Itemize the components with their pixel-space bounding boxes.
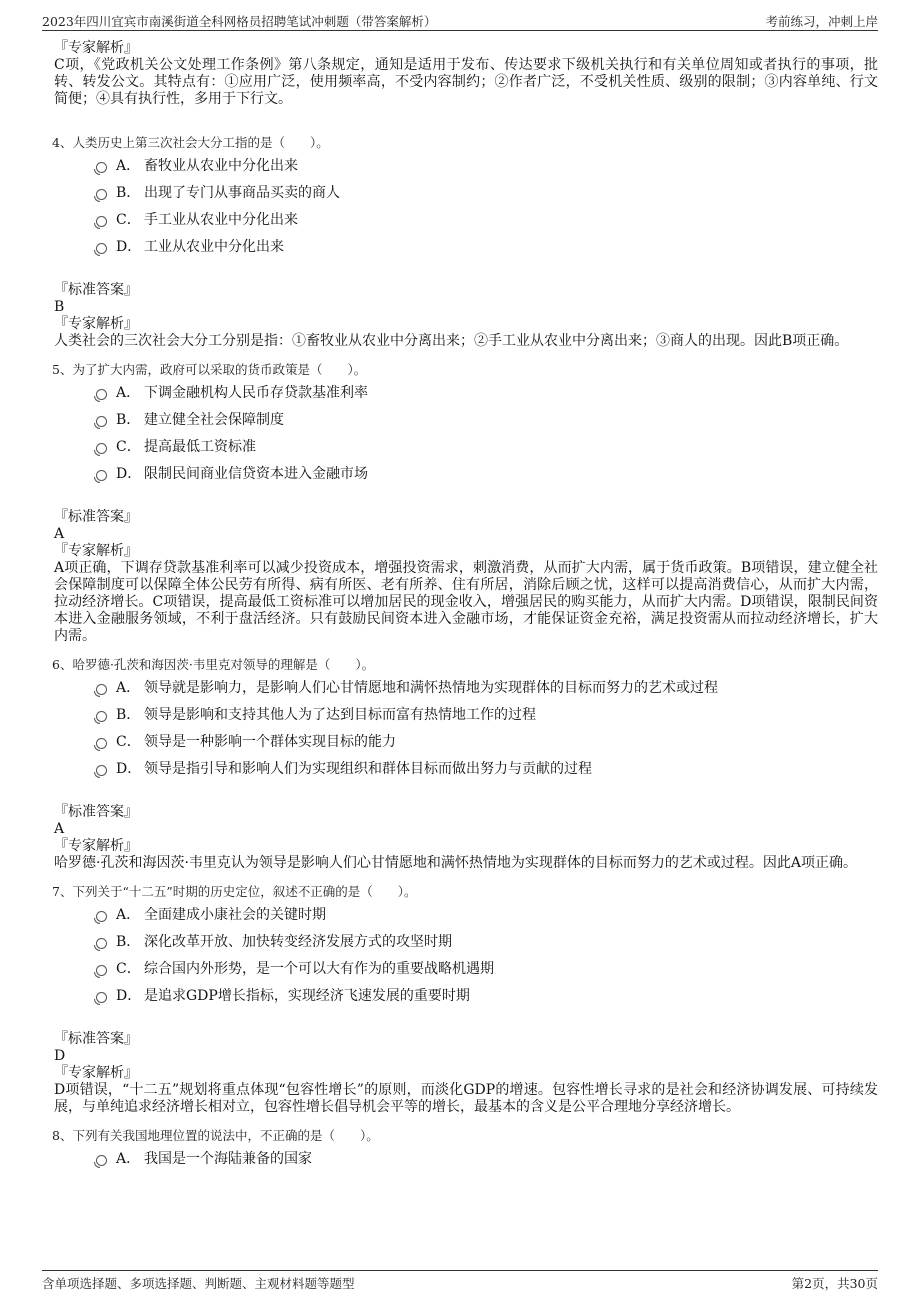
- radio-icon[interactable]: [96, 711, 107, 722]
- option-a[interactable]: A． 我国是一个海陆兼备的国家: [96, 1148, 878, 1175]
- expert-analysis-text: A项正确，下调存贷款基准利率可以减少投资成本，增强投资需求，刺激消费，从而扩大内需，属于货币政策。B项错误，建立健全社会保障制度可以保障全体公民劳有所得、病有所医、老有所养、住有所居，消除后顾之忧，这样可以提高消费信心，从而扩大内需，拉动经济增长。C项错误，提高最低工资标准可以增加居民的现金收入，增强居民的购买能力，从而扩大内需。D项错误，限制民间资本进入金融服务领域，不利于盘活经济。只有鼓励民间资本进入金融市场，才能保证资金充裕，满足投资需从而拉动经济增长，扩大内需。: [54, 560, 878, 644]
- radio-icon[interactable]: [96, 911, 107, 922]
- expert-analysis-text: 哈罗德·孔茨和海因茨·韦里克认为领导是影响人们心甘情愿地和满怀热情地为实现群体的目标而努力的艺术或过程。因此A项正确。: [54, 855, 858, 871]
- radio-icon[interactable]: [96, 684, 107, 695]
- expert-analysis-label: 『专家解析』: [54, 838, 138, 854]
- radio-icon[interactable]: [96, 938, 107, 949]
- standard-answer-label: 『标准答案』: [54, 804, 138, 820]
- option-c[interactable]: C． 提高最低工资标准: [96, 436, 878, 463]
- document-title: 2023年四川宜宾市南溪街道全科网格员招聘笔试冲刺题（带答案解析）: [42, 14, 437, 29]
- expert-analysis-text: C项，《党政机关公文处理工作条例》第八条规定，通知是适用于发布、传达要求下级机关执行和有关单位周知或者执行的事项，批转、转发公文。其特点有：①应用广泛，使用频率高，不受内容制约；②作者广泛，不受机关性质、级别的限制；③内容单纯、行文简便；④具有执行性，多用于下行文。: [54, 57, 878, 107]
- standard-answer-label: 『标准答案』: [54, 282, 138, 298]
- option-b[interactable]: B． 出现了专门从事商品买卖的商人: [96, 182, 878, 209]
- option-b[interactable]: B． 深化改革开放、加快转变经济发展方式的攻坚时期: [96, 931, 878, 958]
- radio-icon[interactable]: [96, 189, 107, 200]
- expert-analysis-text: 人类社会的三次社会大分工分别是指：①畜牧业从农业中分离出来；②手工业从农业中分离出来；③商人的出现。因此B项正确。: [54, 333, 849, 349]
- expert-analysis-label: 『专家解析』: [54, 316, 138, 332]
- page-number: 第2页，共30页: [791, 1276, 878, 1291]
- radio-icon[interactable]: [96, 243, 107, 254]
- standard-answer-value: A: [54, 526, 65, 542]
- header-divider: [42, 30, 878, 31]
- option-list: [96, 155, 878, 263]
- option-list: [96, 1148, 878, 1175]
- expert-analysis-label: 『专家解析』: [54, 543, 138, 559]
- question-types-note: 含单项选择题、多项选择题、判断题、主观材料题等题型: [42, 1276, 355, 1291]
- expert-analysis-label: 『专家解析』: [54, 1065, 138, 1081]
- radio-icon[interactable]: [96, 416, 107, 427]
- option-d[interactable]: D． 限制民间商业信贷资本进入金融市场: [96, 463, 878, 490]
- question-stem: 6、哈罗德·孔茨和海因茨·韦里克对领导的理解是（ ）。: [52, 657, 375, 672]
- radio-icon[interactable]: [96, 443, 107, 454]
- radio-icon[interactable]: [96, 389, 107, 400]
- radio-icon[interactable]: [96, 470, 107, 481]
- standard-answer-value: A: [54, 821, 65, 837]
- radio-icon[interactable]: [96, 965, 107, 976]
- page-header: [0, 0, 920, 30]
- option-c[interactable]: C． 手工业从农业中分化出来: [96, 209, 878, 236]
- expert-analysis-text: D项错误，“十二五”规划将重点体现“包容性增长”的原则，而淡化GDP的增速。包容性增长寻求的是社会和经济协调发展、可持续发展，与单纯追求经济增长相对立，包容性增长倡导机会平等的增长，最基本的含义是公平合理地分享经济增长。: [54, 1082, 878, 1115]
- standard-answer-label: 『标准答案』: [54, 509, 138, 525]
- option-list: [96, 677, 878, 785]
- option-b[interactable]: B． 建立健全社会保障制度: [96, 409, 878, 436]
- radio-icon[interactable]: [96, 216, 107, 227]
- page-content: [42, 40, 878, 1175]
- option-d[interactable]: D． 是追求GDP增长指标，实现经济飞速发展的重要时期: [96, 985, 878, 1012]
- standard-answer-label: 『标准答案』: [54, 1031, 138, 1047]
- question-stem: 4、人类历史上第三次社会大分工指的是（ ）。: [52, 135, 329, 150]
- question-stem: 8、下列有关我国地理位置的说法中，不正确的是（ ）。: [52, 1128, 379, 1143]
- option-list: [96, 904, 878, 1012]
- option-a[interactable]: A． 畜牧业从农业中分化出来: [96, 155, 878, 182]
- option-a[interactable]: A． 领导就是影响力，是影响人们心甘情愿地和满怀热情地为实现群体的目标而努力的艺术或过程: [96, 677, 878, 704]
- option-c[interactable]: C． 综合国内外形势，是一个可以大有作为的重要战略机遇期: [96, 958, 878, 985]
- option-b[interactable]: B． 领导是影响和支持其他人为了达到目标而富有热情地工作的过程: [96, 704, 878, 731]
- option-d[interactable]: D． 领导是指引导和影响人们为实现组织和群体目标而做出努力与贡献的过程: [96, 758, 878, 785]
- radio-icon[interactable]: [96, 162, 107, 173]
- expert-analysis-label: 『专家解析』: [54, 40, 138, 56]
- option-a[interactable]: A． 下调金融机构人民币存贷款基准利率: [96, 382, 878, 409]
- radio-icon[interactable]: [96, 992, 107, 1003]
- radio-icon[interactable]: [96, 738, 107, 749]
- standard-answer-value: D: [54, 1048, 66, 1064]
- question-stem: 7、下列关于“十二五”时期的历史定位，叙述不正确的是（ ）。: [52, 884, 417, 899]
- standard-answer-value: B: [54, 299, 65, 315]
- header-slogan: 考前练习，冲刺上岸: [765, 14, 878, 29]
- option-a[interactable]: A． 全面建成小康社会的关键时期: [96, 904, 878, 931]
- page-footer: [0, 1266, 920, 1302]
- radio-icon[interactable]: [96, 1155, 107, 1166]
- option-list: [96, 382, 878, 490]
- radio-icon[interactable]: [96, 765, 107, 776]
- question-stem: 5、为了扩大内需，政府可以采取的货币政策是（ ）。: [52, 362, 367, 377]
- footer-divider: [42, 1270, 878, 1271]
- option-c[interactable]: C． 领导是一种影响一个群体实现目标的能力: [96, 731, 878, 758]
- option-d[interactable]: D． 工业从农业中分化出来: [96, 236, 878, 263]
